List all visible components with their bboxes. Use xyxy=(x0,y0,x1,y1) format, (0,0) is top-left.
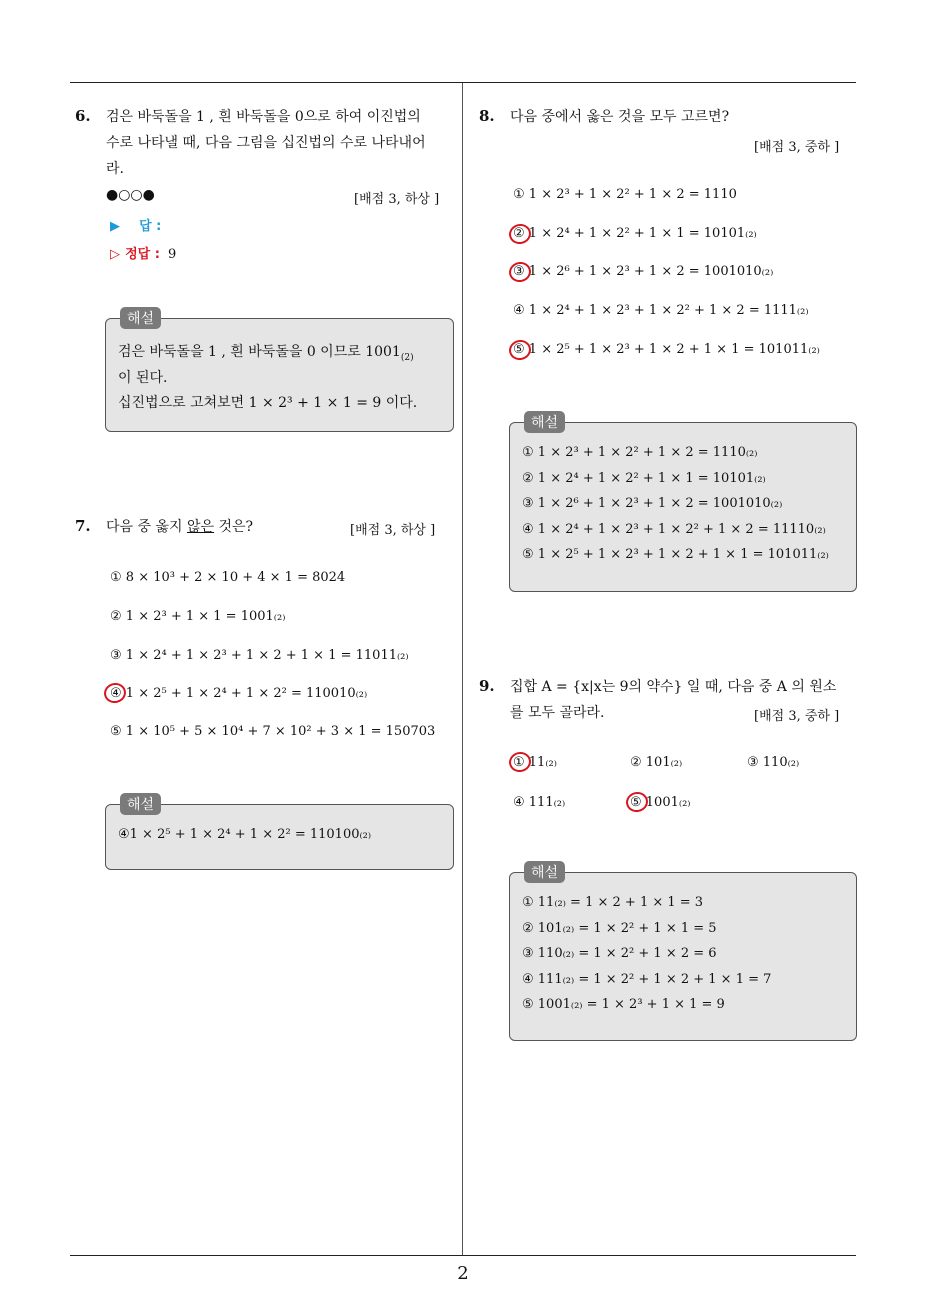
q8-solution-line2: ② 1 × 2⁴ + 1 × 2² + 1 × 1 = 10101₍₂₎ xyxy=(522,471,766,486)
q7-solution-line1: ④1 × 2⁵ + 1 × 2⁴ + 1 × 2² = 110100₍₂₎ xyxy=(118,827,372,842)
q9-solution-line5: ⑤ 1001₍₂₎ = 1 × 2³ + 1 × 1 = 9 xyxy=(522,997,725,1012)
q8-option-4[interactable]: ④ 1 × 2⁴ + 1 × 2³ + 1 × 2² + 1 × 2 = 1111₍₂₎ xyxy=(513,303,809,318)
q6-correct-label: 정답 : xyxy=(125,247,160,262)
play-icon: ▶ xyxy=(110,219,120,234)
q7-score: [배점 3, 하상 ] xyxy=(350,523,436,538)
q9-option-1[interactable]: ① 11₍₂₎ xyxy=(513,755,557,770)
q9-text-line1: 집합 A = {x|x는 9의 약수} 일 때, 다음 중 A 의 원소 xyxy=(510,679,837,695)
q6-solution-line2: 이 된다. xyxy=(118,370,168,386)
q9-score: [배점 3, 중하 ] xyxy=(754,709,840,724)
q6-solution-box xyxy=(105,311,454,432)
q6-answer-label: 답 : xyxy=(139,219,162,234)
q7-option-5[interactable]: ⑤ 1 × 10⁵ + 5 × 10⁴ + 7 × 10² + 3 × 1 = 150703 xyxy=(110,724,436,739)
q8-solution-line4: ④ 1 × 2⁴ + 1 × 2³ + 1 × 2² + 1 × 2 = 11110₍₂₎ xyxy=(522,522,826,537)
page-number: 2 xyxy=(457,1263,469,1284)
top-rule xyxy=(70,82,856,83)
q8-solution-box xyxy=(509,415,857,592)
q9-option-2[interactable]: ② 101₍₂₎ xyxy=(630,755,683,770)
q9-solution-box xyxy=(509,865,857,1041)
q8-solution-line5: ⑤ 1 × 2⁵ + 1 × 2³ + 1 × 2 + 1 × 1 = 101011₍₂₎ xyxy=(522,547,829,562)
q6-correct-row xyxy=(110,243,176,262)
q9-selected-circle-mark-1 xyxy=(507,750,533,774)
q6-solution-tag: 해설 xyxy=(120,307,161,329)
q9-option-5[interactable]: ⑤ 1001₍₂₎ xyxy=(630,795,691,810)
q6-text-line2: 수로 나타낼 때, 다음 그림을 십진법의 수로 나타내어 xyxy=(106,135,426,151)
q6-number: 6. xyxy=(75,107,91,125)
q7-solution-box xyxy=(105,797,454,870)
q7-number: 7. xyxy=(75,517,91,535)
q8-option-2[interactable]: ② 1 × 2⁴ + 1 × 2² + 1 × 1 = 10101₍₂₎ xyxy=(513,226,757,241)
q9-number: 9. xyxy=(479,677,495,695)
q6-stones: ●○○● xyxy=(106,187,155,203)
q6-solution-line3: 십진법으로 고쳐보면 1 × 2³ + 1 × 1 = 9 이다. xyxy=(118,395,418,411)
q6-text-line3: 라. xyxy=(106,161,124,177)
q9-solution-line3: ③ 110₍₂₎ = 1 × 2² + 1 × 2 = 6 xyxy=(522,946,717,961)
q7-solution-tag: 해설 xyxy=(120,793,161,815)
q7-option-4[interactable]: ④ 1 × 2⁵ + 1 × 2⁴ + 1 × 2² = 110010₍₂₎ xyxy=(110,686,368,701)
q7-selected-circle-mark xyxy=(102,681,128,705)
triangle-outline-icon: ▷ xyxy=(110,247,120,262)
q8-option-5[interactable]: ⑤ 1 × 2⁵ + 1 × 2³ + 1 × 2 + 1 × 1 = 101011₍₂₎ xyxy=(513,342,820,357)
q9-option-3[interactable]: ③ 110₍₂₎ xyxy=(747,755,800,770)
q7-option-1[interactable]: ① 8 × 10³ + 2 × 10 + 4 × 1 = 8024 xyxy=(110,570,346,585)
q7-text-underlined: 않은 xyxy=(186,519,215,535)
q9-solution-line4: ④ 111₍₂₎ = 1 × 2² + 1 × 2 + 1 × 1 = 7 xyxy=(522,972,772,987)
q7-text: 다음 중 옳지 않은 것은? xyxy=(106,519,254,535)
q7-option-2[interactable]: ② 1 × 2³ + 1 × 1 = 1001₍₂₎ xyxy=(110,609,286,624)
q8-text: 다음 중에서 옳은 것을 모두 고르면? xyxy=(510,109,730,125)
column-divider xyxy=(462,83,463,1256)
q9-solution-line1: ① 11₍₂₎ = 1 × 2 + 1 × 1 = 3 xyxy=(522,895,704,910)
q6-correct-value: 9 xyxy=(168,247,177,262)
q9-text-line2: 를 모두 골라라. xyxy=(510,705,605,721)
q7-option-3[interactable]: ③ 1 × 2⁴ + 1 × 2³ + 1 × 2 + 1 × 1 = 11011₍₂₎ xyxy=(110,648,409,663)
q8-option-1[interactable]: ① 1 × 2³ + 1 × 2² + 1 × 2 = 1110 xyxy=(513,187,737,202)
q8-solution-line3: ③ 1 × 2⁶ + 1 × 2³ + 1 × 2 = 1001010₍₂₎ xyxy=(522,496,783,511)
q8-score: [배점 3, 중하 ] xyxy=(754,140,840,155)
q8-number: 8. xyxy=(479,107,495,125)
q6-score: [배점 3, 하상 ] xyxy=(354,192,440,207)
q8-solution-line1: ① 1 × 2³ + 1 × 2² + 1 × 2 = 1110₍₂₎ xyxy=(522,445,758,460)
q9-selected-circle-mark-5 xyxy=(624,790,650,814)
q6-solution-line1: 검은 바둑돌을 1 , 흰 바둑돌을 0 이므로 $1001_{(2)}$ xyxy=(118,344,414,363)
q9-solution-line2: ② 101₍₂₎ = 1 × 2² + 1 × 1 = 5 xyxy=(522,921,717,936)
q6-answer-row xyxy=(110,215,161,234)
q6-text-line1: 검은 바둑돌을 1 , 흰 바둑돌을 0으로 하여 이진법의 xyxy=(106,109,421,125)
q9-option-4[interactable]: ④ 111₍₂₎ xyxy=(513,795,566,810)
bottom-rule xyxy=(70,1255,856,1256)
q8-solution-tag: 해설 xyxy=(524,411,565,433)
q8-option-3[interactable]: ③ 1 × 2⁶ + 1 × 2³ + 1 × 2 = 1001010₍₂₎ xyxy=(513,264,774,279)
q9-solution-tag: 해설 xyxy=(524,861,565,883)
